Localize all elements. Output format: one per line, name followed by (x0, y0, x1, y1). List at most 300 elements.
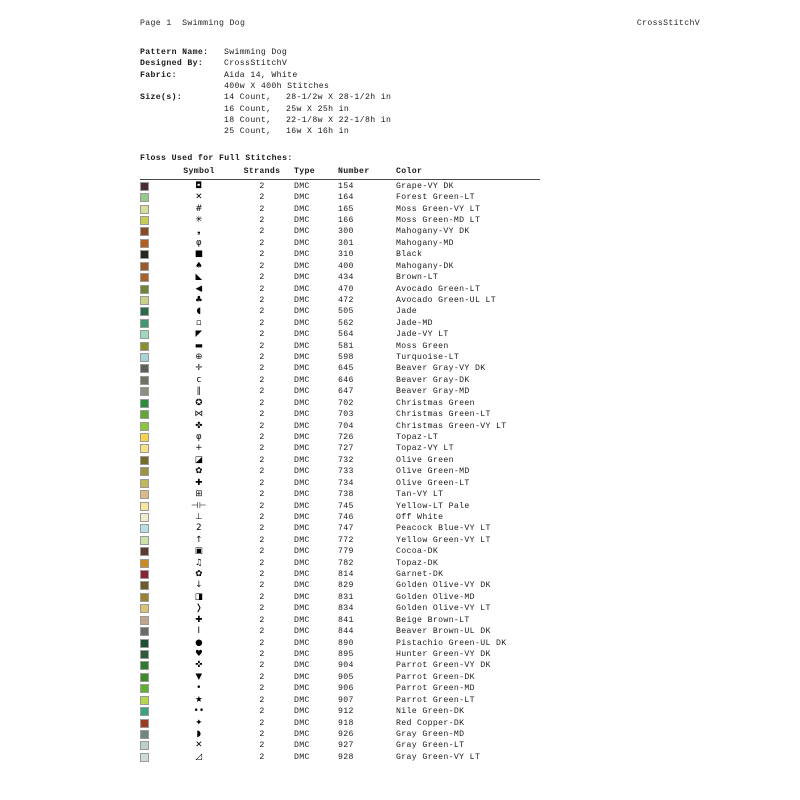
floss-symbol-cell (168, 753, 230, 762)
table-row (140, 660, 620, 671)
floss-type: DMC (294, 353, 310, 363)
floss-number: 912 (338, 707, 354, 717)
double-dot-icon: •• (193, 706, 205, 717)
floss-symbol-cell (168, 182, 230, 191)
table-row (140, 432, 620, 443)
floss-color-swatch (140, 581, 168, 590)
floss-symbol-cell (168, 456, 230, 465)
floss-strands: 2 (259, 261, 265, 271)
floss-color-swatch (140, 273, 168, 282)
table-row (140, 398, 620, 409)
left-triangle-icon: ◀ (195, 283, 203, 294)
floss-color-name: Christmas Green-LT (396, 410, 491, 420)
floss-color-swatch (140, 422, 168, 431)
floss-strands: 2 (259, 375, 265, 385)
floss-symbol-cell (168, 490, 230, 499)
color-chip (140, 433, 149, 442)
table-row (140, 569, 620, 580)
floss-color-name: Beige Brown-LT (396, 615, 470, 625)
floss-strands: 2 (259, 193, 265, 203)
floss-color-swatch (140, 536, 168, 545)
shaded-bar-icon: ◗ (196, 728, 202, 739)
floss-number: 814 (338, 570, 354, 580)
color-chip (140, 593, 149, 602)
floss-strands: 2 (259, 284, 265, 294)
floss-number: 895 (338, 650, 354, 659)
color-chip (140, 513, 149, 522)
i-beam-icon: I (197, 626, 201, 637)
floss-number: 926 (338, 729, 354, 739)
color-chip (140, 285, 149, 294)
floss-symbol-cell (168, 513, 230, 522)
table-row (140, 500, 620, 511)
floss-type: DMC (294, 250, 310, 260)
floss-strands: 2 (259, 570, 265, 580)
fabric-stitches-value: 400w X 400h Stitches (224, 82, 330, 92)
color-chip (140, 490, 149, 499)
table-row (140, 295, 620, 306)
floss-type: DMC (294, 695, 310, 705)
phi-thin-icon: φ (195, 431, 203, 442)
color-chip (140, 444, 149, 453)
bracket-pair-icon: ⊣⊢ (191, 500, 207, 511)
floss-number: 905 (338, 672, 354, 682)
color-chip (140, 456, 149, 465)
floss-color-name: Moss Green (396, 341, 449, 351)
floss-type: DMC (294, 421, 310, 431)
floss-symbol-cell (168, 216, 230, 225)
floss-type: DMC (294, 193, 310, 203)
color-chip (140, 262, 149, 271)
color-chip (140, 559, 149, 568)
size-dims-3: 22-1/8w X 22-1/8h in (286, 116, 392, 126)
floss-strands: 2 (259, 353, 265, 363)
floss-symbol-cell (168, 433, 230, 442)
floss-symbol-cell (168, 296, 230, 305)
floss-strands: 2 (259, 341, 265, 351)
floss-strands: 2 (259, 558, 265, 568)
running-head-right: CrossStitchV (636, 19, 700, 28)
color-chip (140, 342, 149, 351)
floss-type: DMC (294, 638, 310, 648)
floss-symbol-cell (168, 536, 230, 545)
color-chip (140, 353, 149, 362)
small-square-icon: ▫ (195, 317, 203, 328)
table-row (140, 352, 620, 363)
floss-strands: 2 (259, 330, 265, 340)
fabric-value: Aida 14, White (224, 70, 298, 80)
double-slash-icon: ∥ (196, 386, 202, 397)
floss-color-swatch (140, 193, 168, 202)
floss-color-name: Gray Green-LT (396, 741, 465, 751)
floss-number: 564 (338, 330, 354, 340)
designed-by-value: CrossStitchV (224, 59, 288, 69)
floss-strands: 2 (259, 387, 265, 397)
floss-number: 733 (338, 467, 354, 477)
color-chip (140, 536, 149, 545)
floss-color-swatch (140, 353, 168, 362)
floss-symbol-cell (168, 547, 230, 556)
floss-color-swatch (140, 502, 168, 511)
floss-type: DMC (294, 672, 310, 682)
floss-color-swatch (140, 433, 168, 442)
floss-type: DMC (294, 661, 310, 671)
color-chip (140, 376, 149, 385)
color-chip (140, 410, 149, 419)
column-header-strands: Strands (243, 167, 281, 176)
floss-color-swatch (140, 593, 168, 602)
floss-color-swatch (140, 490, 168, 499)
color-chip (140, 661, 149, 670)
floss-type: DMC (294, 752, 310, 762)
floss-symbol-cell (168, 285, 230, 294)
floss-color-name: Jade-MD (396, 318, 433, 328)
floss-color-swatch (140, 513, 168, 522)
floss-color-swatch (140, 479, 168, 488)
floss-type: DMC (294, 444, 310, 454)
color-chip (140, 673, 149, 682)
table-row (140, 409, 620, 420)
filled-square-in-square-icon: ◘ (195, 180, 203, 191)
floss-color-swatch (140, 467, 168, 476)
table-row (140, 272, 620, 283)
column-header-symbol: Symbol (183, 167, 215, 176)
floss-symbol-cell (168, 696, 230, 705)
info-row-pattern-name (140, 47, 391, 58)
split-square-icon: ◪ (194, 454, 204, 465)
table-row (140, 512, 620, 523)
floss-symbol-cell (168, 399, 230, 408)
x-cross-icon: ✕ (195, 192, 203, 203)
floss-strands: 2 (259, 273, 265, 283)
floss-symbol-cell (168, 227, 230, 236)
floss-number: 470 (338, 284, 354, 294)
floss-type: DMC (294, 478, 310, 488)
floss-symbol-cell (168, 707, 230, 716)
floss-strands: 2 (259, 547, 265, 557)
floss-number: 831 (338, 592, 354, 602)
floss-type: DMC (294, 284, 310, 294)
floss-type: DMC (294, 718, 310, 728)
floss-color-swatch (140, 410, 168, 419)
table-row (140, 557, 620, 568)
floss-symbol-cell (168, 639, 230, 648)
floss-number: 581 (338, 341, 354, 351)
column-header-type: Type (294, 167, 316, 176)
floss-number: 890 (338, 638, 354, 648)
floss-type: DMC (294, 627, 310, 637)
floss-color-swatch (140, 570, 168, 579)
floss-strands: 2 (259, 490, 265, 500)
floss-color-swatch (140, 616, 168, 625)
circled-star-icon: ✪ (195, 397, 203, 408)
color-chip (140, 753, 149, 762)
four-point-star-icon: ✦ (195, 717, 203, 728)
floss-symbol-cell (168, 353, 230, 362)
diagonal-bar-icon: ❟ (197, 226, 201, 237)
floss-color-swatch (140, 741, 168, 750)
floss-strands: 2 (259, 364, 265, 374)
floss-strands: 2 (259, 741, 265, 751)
table-row (140, 192, 620, 203)
floss-strands: 2 (259, 650, 265, 659)
floss-color-name: Jade (396, 307, 418, 317)
floss-type: DMC (294, 432, 310, 442)
right-half-square-icon: ◨ (194, 591, 204, 602)
floss-color-swatch (140, 753, 168, 762)
color-chip (140, 399, 149, 408)
color-chip (140, 684, 149, 693)
floss-symbol-cell (168, 741, 230, 750)
floss-color-name: Golden Olive-VY LT (396, 604, 491, 614)
floss-type: DMC (294, 615, 310, 625)
floss-symbol-cell (168, 479, 230, 488)
floss-color-name: Olive Green (396, 455, 454, 465)
four-point-cross-icon: ✜ (195, 660, 203, 671)
size-dims-4: 16w X 16h in (286, 127, 350, 137)
floss-strands: 2 (259, 684, 265, 694)
floss-strands: 2 (259, 695, 265, 705)
pattern-name-value: Swimming Dog (224, 48, 288, 57)
floss-color-swatch (140, 547, 168, 556)
floss-symbol-cell (168, 307, 230, 316)
designed-by-label: Designed By: (140, 59, 204, 69)
floss-symbol-cell (168, 387, 230, 396)
table-row (140, 740, 620, 751)
color-chip (140, 719, 149, 728)
floss-color-swatch (140, 524, 168, 533)
floss-number: 738 (338, 490, 354, 500)
floss-color-swatch (140, 330, 168, 339)
circled-plus-icon: ⊕ (195, 352, 203, 363)
color-chip (140, 296, 149, 305)
info-row-size-2 (140, 104, 391, 115)
floss-symbol-cell (168, 422, 230, 431)
floss-type: DMC (294, 741, 310, 751)
floss-strands: 2 (259, 318, 265, 328)
floss-type: DMC (294, 375, 310, 385)
table-row (140, 420, 620, 431)
floss-type: DMC (294, 535, 310, 545)
floss-symbol-cell (168, 673, 230, 682)
column-header-color: Color (396, 167, 423, 176)
floss-number: 746 (338, 512, 354, 522)
floss-number: 434 (338, 273, 354, 283)
floss-color-name: Mahogany-VY DK (396, 227, 470, 237)
table-row (140, 455, 620, 466)
floss-color-name: Beaver Gray-MD (396, 387, 470, 397)
table-row (140, 340, 620, 351)
table-row (140, 729, 620, 740)
floss-strands: 2 (259, 718, 265, 728)
floss-strands: 2 (259, 295, 265, 305)
color-chip (140, 193, 149, 202)
floss-strands: 2 (259, 307, 265, 317)
floss-color-swatch (140, 296, 168, 305)
floss-strands: 2 (259, 478, 265, 488)
floss-color-name: Jade-VY LT (396, 330, 449, 340)
floss-strands: 2 (259, 421, 265, 431)
spade-icon: ♠ (194, 260, 204, 271)
floss-symbol-cell (168, 627, 230, 636)
table-row (140, 443, 620, 454)
running-head (140, 19, 700, 28)
color-chip (140, 307, 149, 316)
size-count-2: 16 Count, (224, 104, 272, 114)
floss-color-name: Beaver Gray-DK (396, 375, 470, 385)
floss-color-name: Gray Green-MD (396, 729, 465, 739)
floss-color-swatch (140, 456, 168, 465)
floss-type: DMC (294, 467, 310, 477)
floss-color-name: Topaz-LT (396, 432, 439, 442)
table-row (140, 318, 620, 329)
floss-color-swatch (140, 707, 168, 716)
floss-type: DMC (294, 684, 310, 694)
hash-icon: # (195, 203, 203, 214)
framed-square-icon: ▣ (194, 546, 204, 557)
club-outline-icon: ♣ (194, 294, 204, 305)
floss-number: 747 (338, 524, 354, 534)
floss-color-name: Red Copper-DK (396, 718, 465, 728)
table-row (140, 489, 620, 500)
floss-color-name: Parrot Green-MD (396, 684, 475, 694)
table-row (140, 523, 620, 534)
floss-symbol-cell (168, 330, 230, 339)
pattern-name-label: Pattern Name: (140, 48, 209, 57)
small-filled-flag-icon: ◣ (195, 272, 203, 283)
floss-color-swatch (140, 307, 168, 316)
flower-icon: ✿ (195, 466, 203, 477)
table-row (140, 249, 620, 260)
floss-number: 645 (338, 364, 354, 374)
floss-symbol-cell (168, 581, 230, 590)
floss-strands: 2 (259, 250, 265, 260)
floss-type: DMC (294, 604, 310, 614)
floss-strands: 2 (259, 398, 265, 408)
hatched-corner-icon: ◤ (195, 329, 203, 340)
floss-color-name: Forest Green-LT (396, 193, 475, 203)
floss-type: DMC (294, 512, 310, 522)
floss-strands: 2 (259, 524, 265, 534)
info-row-size-1 (140, 92, 391, 103)
floss-symbol-cell (168, 719, 230, 728)
table-row (140, 535, 620, 546)
color-chip (140, 639, 149, 648)
floss-strands: 2 (259, 467, 265, 477)
floss-color-swatch (140, 216, 168, 225)
floss-color-name: Yellow-LT Pale (396, 501, 470, 511)
floss-type: DMC (294, 273, 310, 283)
down-triangle-icon: ▼ (195, 671, 203, 682)
floss-type: DMC (294, 455, 310, 465)
floss-color-swatch (140, 262, 168, 271)
color-chip (140, 741, 149, 750)
color-chip (140, 707, 149, 716)
floss-strands: 2 (259, 581, 265, 591)
table-row (140, 637, 620, 648)
thin-cross-icon: ✚ (195, 614, 203, 625)
floss-color-swatch (140, 673, 168, 682)
floss-color-name: Gray Green-VY LT (396, 752, 481, 762)
color-chip (140, 273, 149, 282)
corner-triangle-icon: ◿ (195, 751, 203, 762)
floss-type: DMC (294, 581, 310, 591)
floss-color-name: Avocado Green-UL LT (396, 295, 497, 305)
small-stroke-icon: ❭ (195, 603, 203, 614)
filled-circle-icon: ● (195, 637, 203, 648)
floss-strands: 2 (259, 535, 265, 545)
floss-number: 834 (338, 604, 354, 614)
floss-type: DMC (294, 341, 310, 351)
floss-symbol-cell (168, 342, 230, 351)
floss-type: DMC (294, 524, 310, 534)
floss-color-swatch (140, 661, 168, 670)
size-dims-2: 25w X 25h in (286, 104, 350, 114)
squared-plus-icon: ⊞ (195, 489, 203, 500)
floss-number: 301 (338, 238, 354, 248)
floss-color-name: Moss Green-MD LT (396, 215, 481, 225)
floss-type: DMC (294, 387, 310, 397)
floss-strands: 2 (259, 238, 265, 248)
floss-symbol-cell (168, 502, 230, 511)
floss-color-name: Brown-LT (396, 273, 439, 283)
floss-number: 841 (338, 615, 354, 625)
table-row (140, 181, 620, 192)
floss-color-swatch (140, 684, 168, 693)
color-chip (140, 467, 149, 476)
table-row (140, 477, 620, 488)
floss-section-title: Floss Used for Full Stitches: (140, 154, 293, 163)
floss-strands: 2 (259, 627, 265, 637)
floss-strands: 2 (259, 707, 265, 717)
percent-cross-icon: ✕ (195, 740, 203, 751)
floss-symbol-cell (168, 273, 230, 282)
color-chip (140, 319, 149, 328)
floss-number: 703 (338, 410, 354, 420)
table-row (140, 546, 620, 557)
color-chip (140, 524, 149, 533)
horizontal-bar-icon: ▬ (194, 340, 204, 351)
floss-number: 505 (338, 307, 354, 317)
floss-type: DMC (294, 729, 310, 739)
floss-number: 734 (338, 478, 354, 488)
table-row (140, 592, 620, 603)
floss-color-name: Mahogany-DK (396, 261, 454, 271)
bullet-dot-icon: • (196, 683, 202, 694)
floss-type: DMC (294, 330, 310, 340)
floss-number: 702 (338, 398, 354, 408)
floss-color-swatch (140, 719, 168, 728)
floss-type: DMC (294, 547, 310, 557)
floss-type: DMC (294, 364, 310, 374)
floss-strands: 2 (259, 638, 265, 648)
floss-color-name: Yellow Green-VY LT (396, 535, 491, 545)
floss-color-swatch (140, 387, 168, 396)
floss-strands: 2 (259, 410, 265, 420)
bowtie-icon: ⋈ (194, 409, 204, 420)
color-chip (140, 650, 149, 659)
bold-plus-icon: ✛ (195, 363, 203, 374)
floss-strands: 2 (259, 672, 265, 682)
floss-color-swatch (140, 444, 168, 453)
floss-color-swatch (140, 285, 168, 294)
floss-color-swatch (140, 399, 168, 408)
star-icon: ★ (194, 694, 204, 705)
heart-icon: ♥ (194, 649, 204, 659)
color-chip (140, 422, 149, 431)
color-chip (140, 239, 149, 248)
table-row (140, 260, 620, 271)
